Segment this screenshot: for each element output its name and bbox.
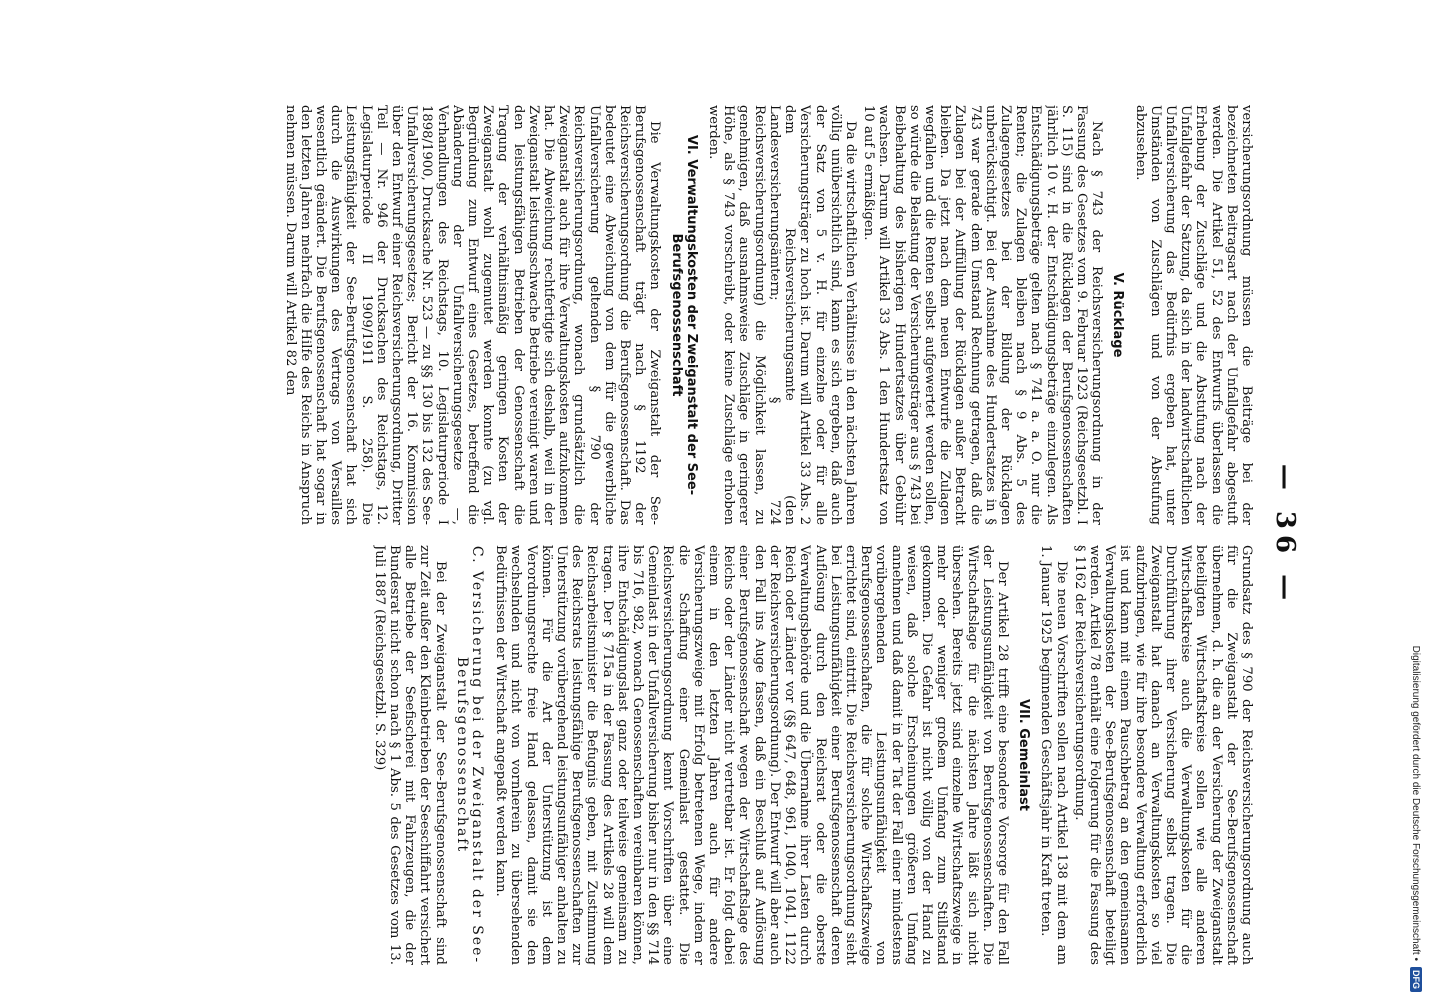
dfg-logo: DFG [1410, 967, 1422, 992]
section-heading-vi: VI. Verwaltungskosten der Zweiganstalt der See-Berufsgenossenschaft [668, 134, 699, 496]
paragraph: Der Artikel 28 trifft eine besondere Vorsorge für den Fall der Leistungsunfähigkeit von Berufsgenossenschaften. Die Wirtschaftslage für die nächsten Jahre läßt sich nicht übersehen. Bereits jetzt sind einzelne Wirtschaftszweige in mehr oder weniger großem Umfang zum Stillstand gekommen. Die Gefahr ist nicht völlig von der Hand zu weisen, daß solche Erscheinungen größeren Umfang annehmen und daß damit in der Tat der Fall einer mindestens vorübergehenden Leistungsunfähigkeit von Berufsgenossenschaften, die für solche Wirtschaftszweige errichtet sind, eintritt. Die Reichsversicherungsordnung sieht bei Leistungsunfähigkeit einer Berufsgenossenschaft deren Auflösung durch den Reichsrat oder die oberste Verwaltungsbehörde und die Übernahme ihrer Lasten durch Reich oder Länder vor (§§ 647, 648, 961, 1040, 1041, 1122 der Reichsversicherungsordnung). Der Entwurf will aber auch den Fall ins Auge fassen, daß ein Beschluß auf Auflösung einer Berufsgenossenschaft wegen der Wirtschaftslage des Reichs oder der Länder nicht vertretbar ist. Er folgt dabei einem in den letzten Jahren auch für andere Versicherungszweige mit Erfolg betretenen Wege, indem er die Schaffung einer Gemeinlast gestattet. Die Reichsversicherungsordnung kennt Vorschriften über eine Gemeinlast in der Unfallversicherung bisher nur in den §§ 714 bis 716, 982, wonach Genossenschaften vereinbaren können, ihre Entschädigungslast ganz oder teilweise gemeinsam zu tragen. Der § 715a in der Fassung des Artikels 28 will dem Reichsarbeitsminister die Befugnis geben, mit Zustimmung des Reichsrats leistungsfähige Berufsgenossenschaften zur Unterstützung vorübergehend leistungsunfähiger anhalten zu können. Für die Art der Unterstützung ist dem Verordnungsrechte freie Hand gelassen, damit sie den wechselnden und nicht von vornherein zu übersehenden Bedürfnissen der Wirtschaft angepaßt werden kann. [493, 545, 1010, 965]
paragraph: Nach § 743 der Reichsversicherungsordnung in der Fassung des Gesetzes vom 9. Februar 1923 (Reichsgesetzbl. I S. 115) sind in die Rücklagen der Berufsgenossenschaften jährlich 10 v. H. der Entschädigungsbeträge einzulegen. Als Entschädigungsbeträge gelten nach § 741 a. a. O. nur die Renten; die Zulagen bleiben nach § 9 Abs. 5 des Zulagengesetzes bei der Bildung der Rücklagen unberücksichtigt. Bei der Ausnahme des Hundertsatzes in § 743 war gerade dem Umstand Rechnung getragen, daß die Zulagen bei der Auffüllung der Rücklagen außer Betracht bleiben. Da jetzt nach dem neuen Entwurfe die Zulagen wegfallen und die Renten selbst aufgewertet werden sollen, so würde die Belastung der Versicherungsträger aus § 743 bei Beibehaltung des bisherigen Hundertsatzes über Gebühr wachsen. Darum will Artikel 33 Abs. 1 den Hundertsatz von 10 auf 5 ermäßigen. [861, 105, 1105, 525]
paragraph: Da die wirtschaftlichen Verhältnisse in den nächsten Jahren völlig unübersichtlich sind, kann es sich ergeben, daß auch der Satz von 5 v. H. für einzelne oder für alle Versicherungsträger zu hoch ist. Darum will Artikel 33 Abs. 2 dem Reichsversicherungsamte (den Landesversicherungsämtern; § 724 Reichsversicherungsordnung) die Möglichkeit lassen, zu genehmigen, daß ausnahmsweise Zuschläge in geringerer Höhe, als § 743 vorschreibt, oder keine Zuschläge erhoben werden. [706, 105, 858, 525]
digitization-credit [1398, 0, 1434, 1000]
section-heading-vii: VII. Gemeinlast [1016, 699, 1032, 811]
paragraph: versicherungsordnung müssen die Beiträge bei der bezeichneten Beitragsart nach der Unfallgefahr abgestuft werden. Die Artikel 51, 52 des Entwurfs überlassen die Erhebung der Zuschläge und die Abstufung nach der Unfallgefahr der Satzung, da sich in der landwirtschaftlichen Unfallversicherung das Bedürfnis ergeben hat, unter Umständen von Zuschlägen und von der Abstufung abzusehen. [1132, 105, 1254, 525]
right-column [154, 545, 1254, 965]
credit-text: Digitalisierung gefördert durch die Deutsche Forschungsgemeinschaft • [1410, 645, 1422, 961]
left-column [154, 105, 1254, 525]
section-heading-v: V. Rücklage [1110, 272, 1126, 358]
rotated-document-page [140, 90, 1300, 980]
page-number: — 36 — [1270, 463, 1300, 607]
paragraph: Die neuen Vorschriften sollen nach Artikel 138 mit dem am 1. Januar 1925 beginnenden Geschäftsjahr in Kraft treten. [1038, 545, 1069, 965]
paragraph: Grundsatz des § 790 der Reichsversicherungsordnung auch für die Zweiganstalt der See-Berufsgenossenschaft übernehmen, d. h. die an der Versicherung der Zweiganstalt beteiligten Wirtschaftskreise sollen wie alle anderen Wirtschaftskreise auch die Verwaltungskosten für die Durchführung ihrer Versicherung selbst tragen. Die Zweiganstalt hat danach an Verwaltungskosten so viel aufzubringen, wie für ihre besondere Verwaltung erforderlich ist und kann mit einem Pauschbetrag an den gemeinsamen Verwaltungskosten der See-Berufsgenossenschaft beteiligt werden. Artikel 78 enthält eine Folgerung für die Fassung des § 1162 der Reichsversicherungsordnung. [1071, 545, 1254, 965]
paragraph: Die Verwaltungskosten der Zweiganstalt der See-Berufsgenossenschaft trägt nach § 1192 der Reichsversicherungsordnung die Berufsgenossenschaft. Das bedeutet eine Abweichung von dem für die gewerbliche Unfallversicherung geltenden § 790 der Reichsversicherungsordnung, wonach grundsätzlich die Zweiganstalt auch für ihre Verwaltungskosten aufzukommen hat. Die Abweichung rechtfertigte sich deshalb, weil in der Zweiganstalt leistungsschwache Betriebe vereinigt waren und den leistungsfähigen Betrieben der Genossenschaft die Tragung der verhältnismäßig geringen Kosten der Zweiganstalt wohl zugemutet werden konnte (zu vgl. Begründung zum Entwurf eines Gesetzes, betreffend die Abänderung der Unfallversicherungsgesetze —, Verhandlungen des Reichstags, 10. Legislaturperiode I 1898/1900, Drucksache Nr. 523 — zu §§ 130 bis 132 des See-Unfallversicherungsgesetzes; Bericht der 16. Kommission über den Entwurf einer Reichsversicherungsordnung, Dritter Teil — Nr. 946 der Drucksachen des Reichstags, 12. Legislaturperiode II 1909/1911 S. 258). Die Leistungsfähigkeit der See-Berufsgenossenschaft hat sich durch die Auswirkungen des Vertrags von Versailles wesentlich geändert. Die Berufsgenossenschaft hat sogar in den letzten Jahren mehrfach die Hilfe des Reichs in Anspruch nehmen müssen. Darum will Artikel 82 den [282, 105, 663, 525]
paragraph: Bei der Zweiganstalt der See-Berufsgenossenschaft sind zur Zeit außer den Kleinbetrieben der Seeschiffahrt versichert alle Betriebe der Seefischerei mit Fahrzeugen, die der Bundesrat nicht schon nach § 1 Abs. 5 des Gesetzes vom 13. Juli 1887 (Reichsgesetzbl. S. 329) [371, 545, 448, 965]
section-heading-c: C. Versicherung bei der Zweiganstalt der See-Berufsgenossenschaft [453, 545, 486, 965]
